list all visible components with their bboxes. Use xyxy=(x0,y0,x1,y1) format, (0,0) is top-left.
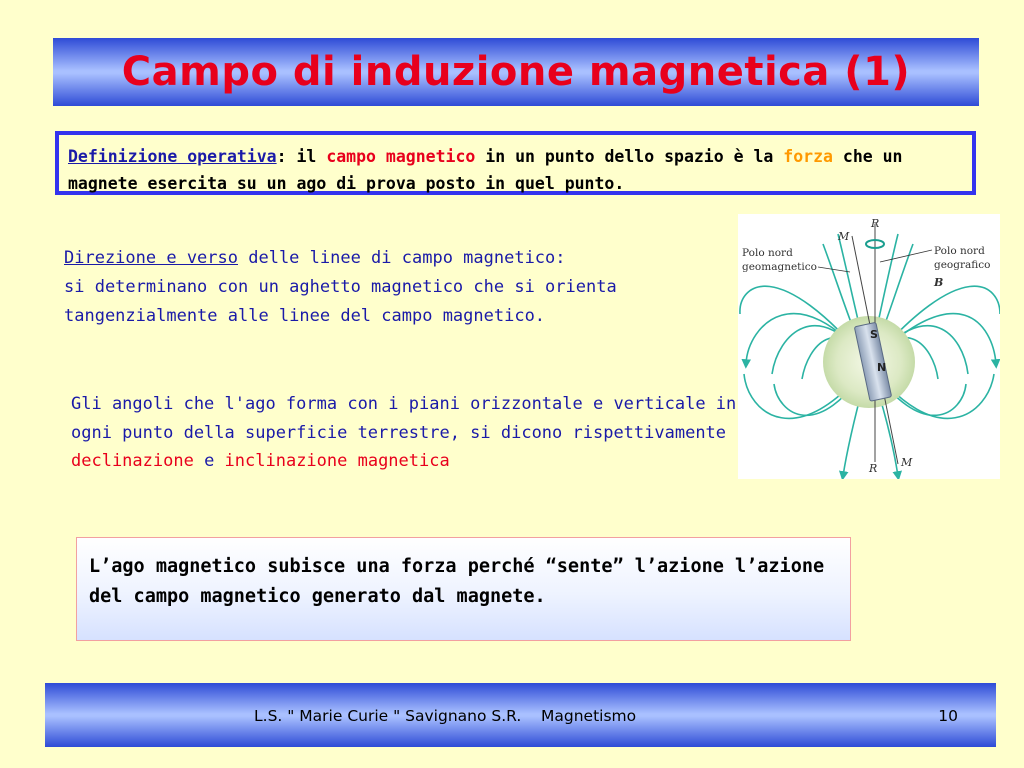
direzione-paragraph xyxy=(64,244,724,331)
label-geomag-1: Polo nord xyxy=(742,247,793,259)
definition-colon: : xyxy=(276,147,287,166)
magnet-S-label: S xyxy=(870,328,878,341)
label-R-top: R xyxy=(871,217,880,230)
definition-text-2: in un punto dello spazio è la xyxy=(475,147,784,166)
label-geograf-1: Polo nord xyxy=(934,245,985,257)
definition-box xyxy=(55,131,976,195)
definition-text-3: che un magnete esercita su un ago di prova posto in quel punto. xyxy=(68,147,903,193)
magnet-N-label: N xyxy=(877,361,887,374)
earth-field-diagram xyxy=(738,214,1000,479)
direzione-line-2: si determinano con un aghetto magnetico che si orienta xyxy=(64,277,617,297)
footer-text: L.S. " Marie Curie " Savignano S.R. Magnetismo xyxy=(254,707,637,725)
earth-magnetic-field-figure xyxy=(738,214,1000,479)
definition-text-1: il xyxy=(286,147,327,166)
label-M-bottom: M xyxy=(901,456,913,469)
ago-magnetico-box xyxy=(76,537,851,641)
label-geomag-2: geomagnetico xyxy=(742,261,817,273)
angoli-paragraph xyxy=(71,390,741,476)
angoli-text: Gli angoli che l'ago forma con i piani orizzontale e verticale in ogni punto della superficie terrestre, si dicono rispettivamente xyxy=(71,394,737,443)
page-number: 10 xyxy=(938,707,958,725)
definition-term: Definizione operativa xyxy=(68,147,277,166)
label-geograf-2: geografico xyxy=(934,259,991,271)
direzione-line-3: tangenzialmente alle linee del campo magnetico. xyxy=(64,306,546,326)
direzione-heading-rest: delle linee di campo magnetico: xyxy=(238,248,566,268)
title-bar xyxy=(53,38,979,106)
footer-bar xyxy=(45,683,996,747)
label-B: B xyxy=(934,276,944,289)
direzione-heading: Direzione e verso xyxy=(64,248,238,268)
angoli-inclinazione: inclinazione magnetica xyxy=(224,451,450,471)
angoli-declinazione: declinazione xyxy=(71,451,194,471)
definition-campo-magnetico: campo magnetico xyxy=(326,147,476,166)
label-M-top: M xyxy=(838,230,850,243)
slide-title: Campo di induzione magnetica (1) xyxy=(121,49,911,95)
angoli-and: e xyxy=(193,451,225,471)
label-R-bottom: R xyxy=(869,462,878,475)
ago-text: L’ago magnetico subisce una forza perché “sente” l’azione l’azione del campo magnetico generato dal magnete. xyxy=(89,556,825,607)
definition-forza: forza xyxy=(783,147,833,166)
